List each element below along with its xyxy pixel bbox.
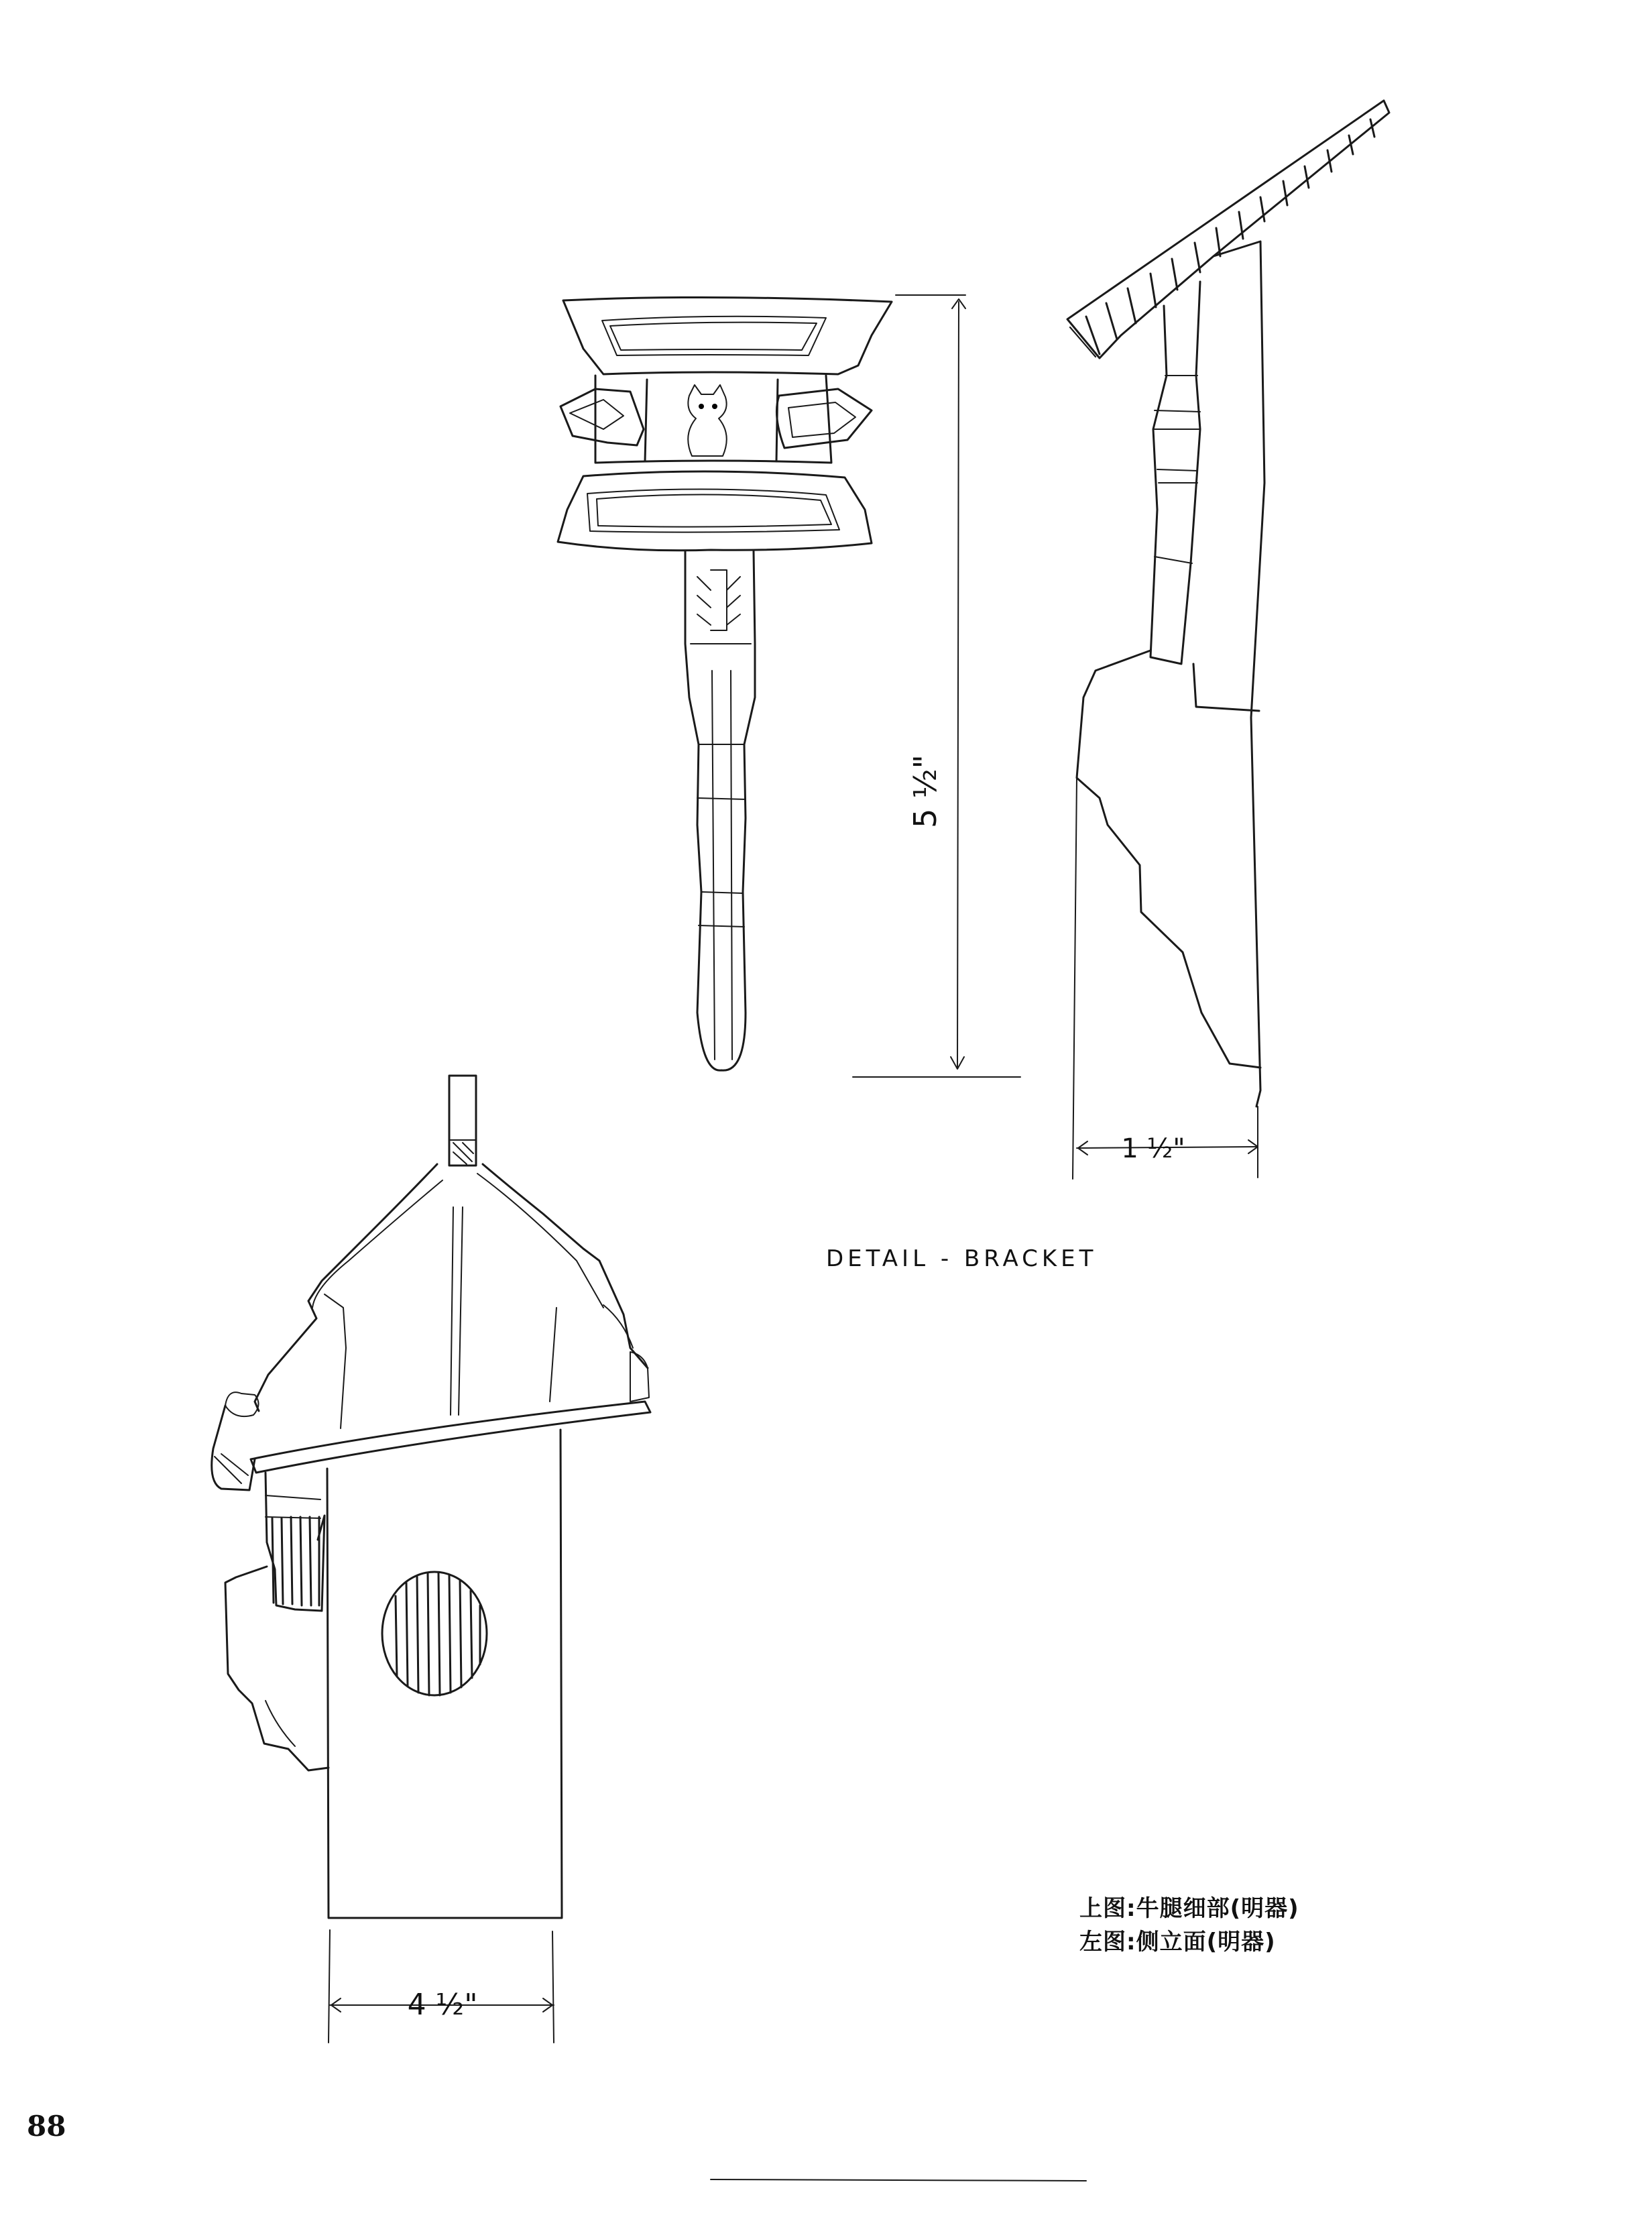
caption-left: 左图:侧立面(明器) bbox=[1079, 1929, 1276, 1955]
detail-bracket-label: DETAIL - BRACKET bbox=[826, 1245, 1098, 1272]
side-width-dimension-label: 1 ½" bbox=[1121, 1133, 1185, 1164]
side-elevation bbox=[212, 1076, 650, 1918]
bracket-side-view bbox=[1067, 101, 1389, 1179]
bottom-rule bbox=[711, 2179, 1086, 2181]
bracket-front-view bbox=[558, 297, 892, 1070]
elevation-width-dimension-label: 4 ½" bbox=[407, 1988, 478, 2022]
side-width-dimension bbox=[1077, 1106, 1258, 1178]
height-dimension bbox=[853, 295, 1020, 1077]
height-dimension-label: 5 ½" bbox=[907, 754, 943, 828]
caption-top: 上图:牛腿细部(明器) bbox=[1079, 1895, 1299, 1922]
elevation-width-dimension bbox=[329, 1930, 554, 2043]
page-number: 88 bbox=[27, 2110, 66, 2143]
